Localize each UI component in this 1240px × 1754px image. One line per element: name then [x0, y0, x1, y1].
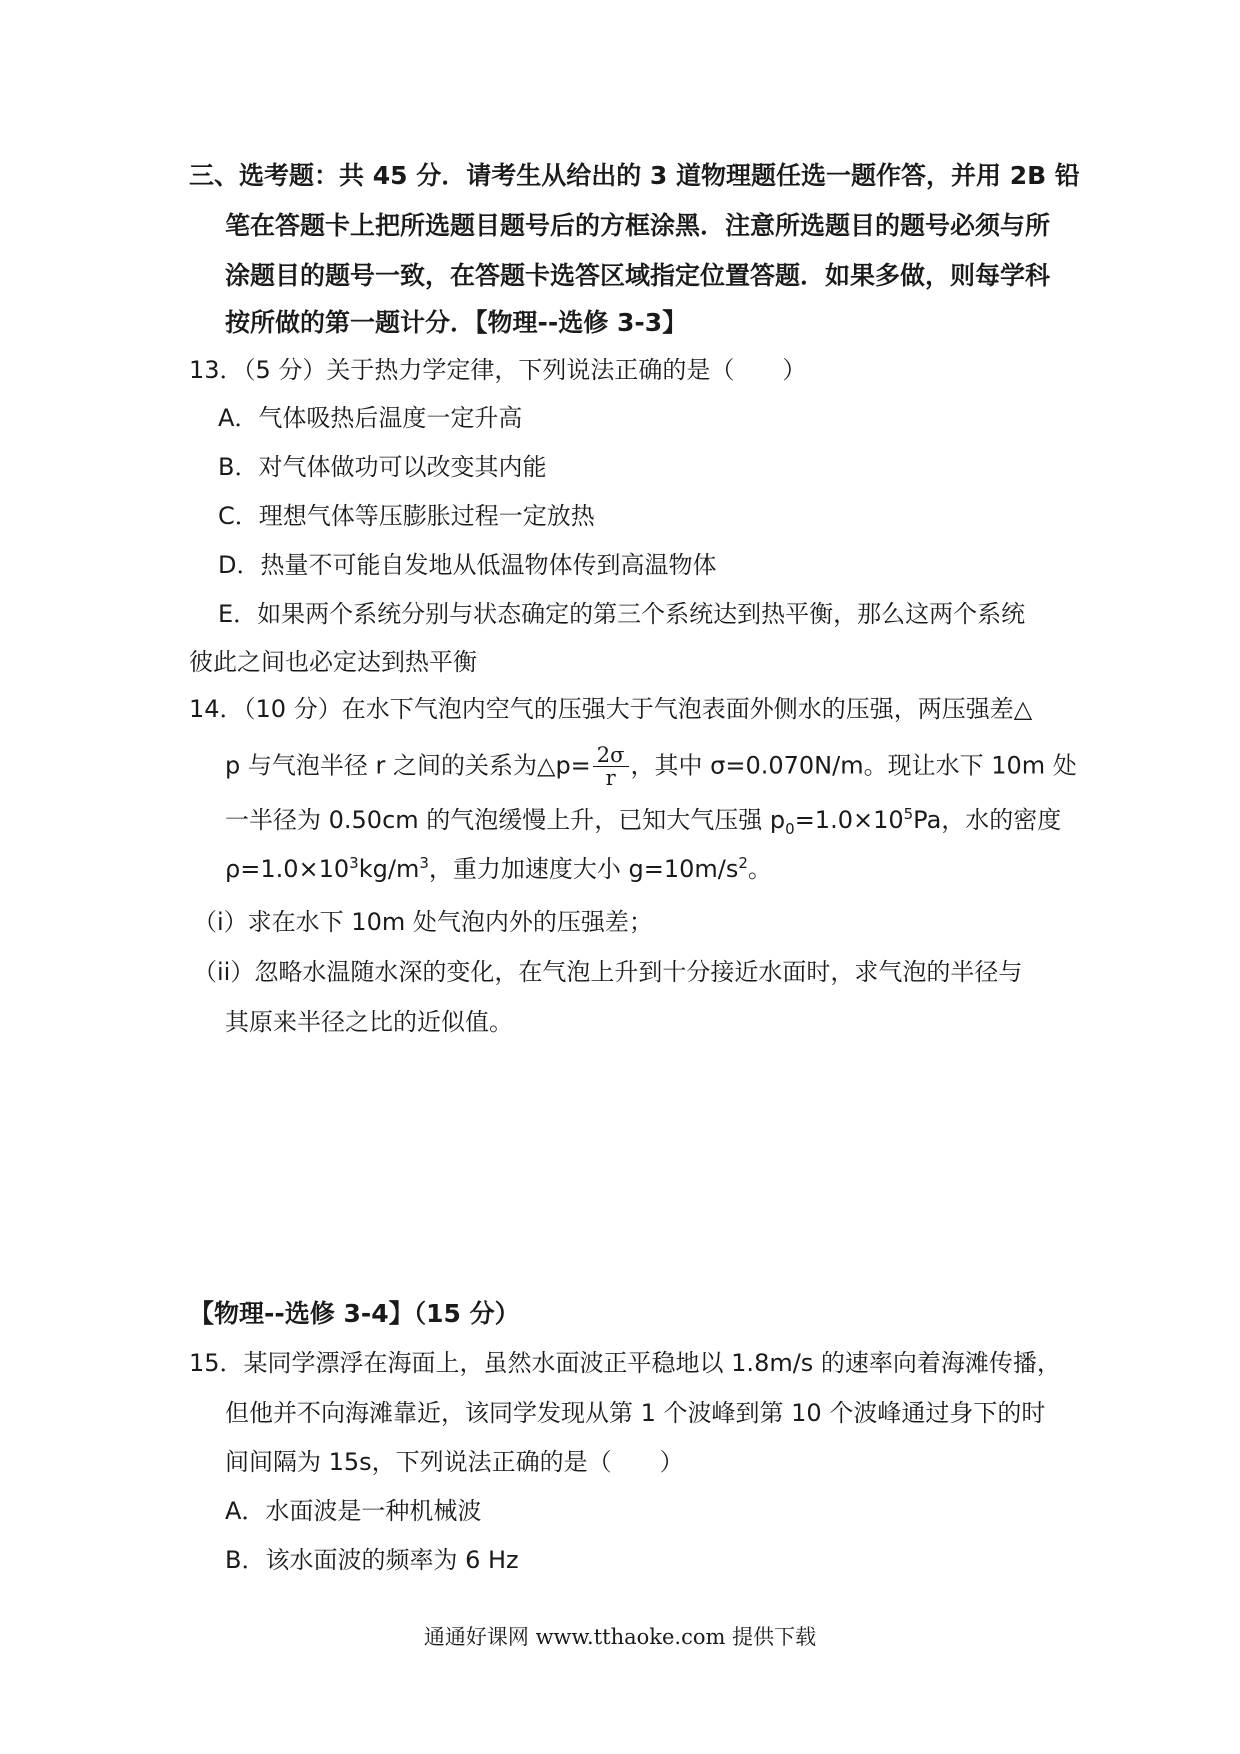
fraction-denominator: r: [605, 766, 616, 790]
q13-option-b: B．对气体做功可以改变其内能: [218, 453, 547, 481]
q15-stem-line-3: 间间隔为 15s，下列说法正确的是（ ）: [225, 1448, 684, 1476]
q14-formula-lead: p 与气泡半径 r 之间的关系为△p=: [225, 751, 591, 780]
q13-option-e-cont: 彼此之间也必定达到热平衡: [189, 648, 477, 676]
q14-l3-text-a: 一半径为 0.50cm 的气泡缓慢上升，已知大气压强 p: [225, 806, 786, 834]
q14-l4-text-a: ρ=1.0×10: [225, 855, 350, 883]
q15-stem-line-1: 15．某同学漂浮在海面上，虽然水面波正平稳地以 1.8m/s 的速率向着海滩传播，: [189, 1349, 1061, 1377]
section-3-4-heading: 【物理--选修 3-4】（15 分）: [189, 1299, 520, 1328]
q14-part-ii-line-2: 其原来半径之比的近似值。: [225, 1008, 513, 1036]
q14-l3-text-c: Pa，水的密度: [913, 806, 1062, 834]
section-heading-line-2: 笔在答题卡上把所选题目题号后的方框涂黑．注意所选题目的题号必须与所: [225, 211, 1051, 240]
section-heading-line-1: 三、选考题：共 45 分．请考生从给出的 3 道物理题任选一题作答，并用 2B 铅: [189, 161, 1080, 190]
density-exponent: 3: [349, 854, 359, 872]
pressure-exponent: 5: [903, 805, 914, 823]
section-heading-line-3: 涂题目的题号一致，在答题卡选答区域指定位置答题．如果多做，则每学科: [225, 261, 1051, 290]
q14-l4-text-c: ，重力加速度大小 g=10m/s: [428, 855, 739, 883]
q13-option-c: C．理想气体等压膨胀过程一定放热: [218, 502, 595, 530]
q14-stem-line-2: [225, 744, 1077, 789]
download-footer: 通通好课网 www.tthaoke.com 提供下载: [423, 1625, 817, 1649]
q13-option-a: A．气体吸热后温度一定升高: [218, 404, 523, 432]
q14-stem-line-3: [225, 803, 1061, 837]
q14-stem-line-1: 14．（10 分）在水下气泡内空气的压强大于气泡表面外侧水的压强，两压强差△: [189, 695, 1033, 723]
q15-option-b: B．该水面波的频率为 6 Hz: [225, 1546, 519, 1574]
section-heading-line-4: 按所做的第一题计分．【物理--选修 3-3】: [225, 308, 688, 337]
accel-exponent: 2: [738, 854, 748, 872]
q14-stem-line-4: [225, 852, 772, 886]
q14-l4-text-b: kg/m: [358, 855, 420, 883]
p0-subscript: 0: [785, 819, 795, 838]
fraction-numerator: 2σ: [593, 744, 629, 767]
sigma-fraction: [593, 744, 629, 789]
q13-option-e: E．如果两个系统分别与状态确定的第三个系统达到热平衡，那么这两个系统: [218, 600, 1026, 628]
q14-part-ii-line-1: （ii）忽略水温随水深的变化，在气泡上升到十分接近水面时，求气泡的半径与: [193, 958, 1023, 986]
q13-stem: 13．（5 分）关于热力学定律，下列说法正确的是（ ）: [189, 356, 807, 384]
q14-formula-tail: ，其中 σ=0.070N/m。现让水下 10m 处: [630, 751, 1077, 780]
volume-exponent: 3: [419, 854, 429, 872]
q14-l4-text-d: 。: [747, 855, 772, 883]
q13-option-d: D．热量不可能自发地从低温物体传到高温物体: [218, 551, 717, 579]
q14-l3-text-b: =1.0×10: [794, 806, 904, 834]
q15-option-a: A．水面波是一种机械波: [225, 1497, 482, 1525]
q15-stem-line-2: 但他并不向海滩靠近，该同学发现从第 1 个波峰到第 10 个波峰通过身下的时: [225, 1399, 1046, 1427]
q14-part-i: （i）求在水下 10m 处气泡内外的压强差；: [193, 908, 653, 936]
